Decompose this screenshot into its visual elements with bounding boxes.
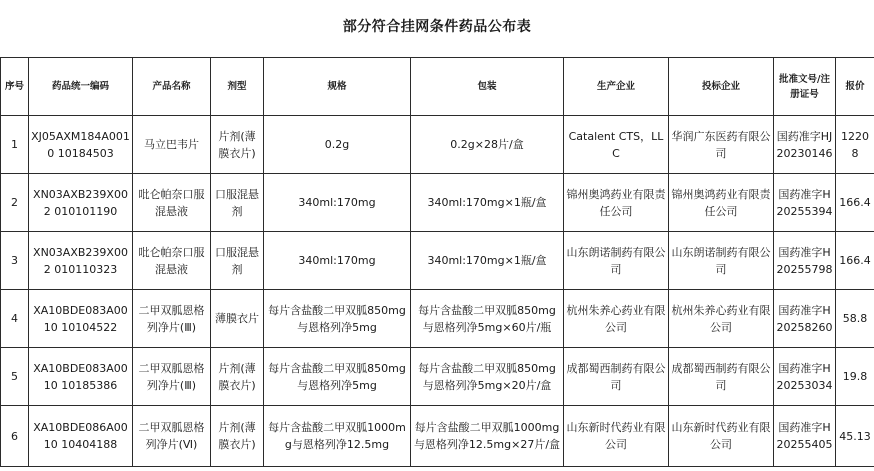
column-header-price: 报价 [836,58,874,116]
cell-code: XN03AXB239X002 010101190 [29,174,133,232]
cell-spec: 340ml:170mg [264,232,411,290]
cell-pack: 340ml:170mg×1瓶/盒 [411,232,564,290]
cell-pack: 0.2g×28片/盒 [411,116,564,174]
header-row [1,58,874,116]
cell-bidder: 山东朗诺制药有限公司 [669,232,774,290]
cell-approval: 国药准字H20258260 [774,290,836,348]
cell-seq: 5 [1,348,29,406]
cell-bidder: 山东新时代药业有限公司 [669,406,774,467]
cell-name: 吡仑帕奈口服混悬液 [133,174,211,232]
cell-approval: 国药准字H20255394 [774,174,836,232]
cell-spec: 0.2g [264,116,411,174]
cell-name: 二甲双胍恩格列净片(Ⅲ) [133,348,211,406]
cell-spec: 每片含盐酸二甲双胍1000mg与恩格列净12.5mg [264,406,411,467]
cell-name: 马立巴韦片 [133,116,211,174]
cell-name: 吡仑帕奈口服混悬液 [133,232,211,290]
cell-spec: 340ml:170mg [264,174,411,232]
cell-manufacturer: Catalent CTS，LLC [564,116,669,174]
cell-manufacturer: 成都蜀西制药有限公司 [564,348,669,406]
cell-approval: 国药准字H20253034 [774,348,836,406]
cell-manufacturer: 山东朗诺制药有限公司 [564,232,669,290]
column-header-bidder: 投标企业 [669,58,774,116]
table-row [1,174,874,232]
cell-form: 片剂(薄膜衣片) [211,116,264,174]
cell-spec: 每片含盐酸二甲双胍850mg与恩格列净5mg [264,348,411,406]
cell-price: 58.8 [836,290,874,348]
cell-seq: 3 [1,232,29,290]
cell-manufacturer: 锦州奥鸿药业有限责任公司 [564,174,669,232]
cell-approval: 国药准字HJ20230146 [774,116,836,174]
cell-price: 12208 [836,116,874,174]
cell-bidder: 杭州朱养心药业有限公司 [669,290,774,348]
cell-pack: 每片含盐酸二甲双胍850mg与恩格列净5mg×20片/盒 [411,348,564,406]
cell-code: XN03AXB239X002 010110323 [29,232,133,290]
cell-seq: 2 [1,174,29,232]
cell-pack: 每片含盐酸二甲双胍1000mg与恩格列净12.5mg×27片/盒 [411,406,564,467]
drug-table [0,57,874,467]
page-title: 部分符合挂网条件药品公布表 [342,19,532,35]
cell-form: 口服混悬剂 [211,232,264,290]
cell-spec: 每片含盐酸二甲双胍850mg与恩格列净5mg [264,290,411,348]
table-row [1,348,874,406]
cell-bidder: 成都蜀西制药有限公司 [669,348,774,406]
cell-price: 166.4 [836,174,874,232]
cell-seq: 4 [1,290,29,348]
cell-form: 片剂(薄膜衣片) [211,348,264,406]
cell-bidder: 锦州奥鸿药业有限责任公司 [669,174,774,232]
column-header-pack: 包装 [411,58,564,116]
cell-manufacturer: 杭州朱养心药业有限公司 [564,290,669,348]
cell-form: 片剂(薄膜衣片) [211,406,264,467]
cell-code: XA10BDE083A0010 10104522 [29,290,133,348]
cell-bidder: 华润广东医药有限公司 [669,116,774,174]
cell-manufacturer: 山东新时代药业有限公司 [564,406,669,467]
cell-form: 口服混悬剂 [211,174,264,232]
cell-seq: 6 [1,406,29,467]
column-header-approval: 批准文号/注册证号 [774,58,836,116]
table-row [1,232,874,290]
cell-approval: 国药准字H20255405 [774,406,836,467]
cell-form: 薄膜衣片 [211,290,264,348]
cell-name: 二甲双胍恩格列净片(Ⅵ) [133,406,211,467]
column-header-name: 产品名称 [133,58,211,116]
cell-code: XA10BDE086A0010 10404188 [29,406,133,467]
table-row [1,116,874,174]
cell-pack: 每片含盐酸二甲双胍850mg与恩格列净5mg×60片/瓶 [411,290,564,348]
cell-approval: 国药准字H20255798 [774,232,836,290]
cell-seq: 1 [1,116,29,174]
cell-code: XA10BDE083A0010 10185386 [29,348,133,406]
table-row [1,290,874,348]
column-header-form: 剂型 [211,58,264,116]
cell-price: 166.4 [836,232,874,290]
table-row [1,406,874,467]
cell-price: 19.8 [836,348,874,406]
column-header-code: 药品统一编码 [29,58,133,116]
cell-pack: 340ml:170mg×1瓶/盒 [411,174,564,232]
column-header-spec: 规格 [264,58,411,116]
cell-price: 45.13 [836,406,874,467]
column-header-manufacturer: 生产企业 [564,58,669,116]
cell-code: XJ05AXM184A0010 10184503 [29,116,133,174]
cell-name: 二甲双胍恩格列净片(Ⅲ) [133,290,211,348]
column-header-seq: 序号 [1,58,29,116]
